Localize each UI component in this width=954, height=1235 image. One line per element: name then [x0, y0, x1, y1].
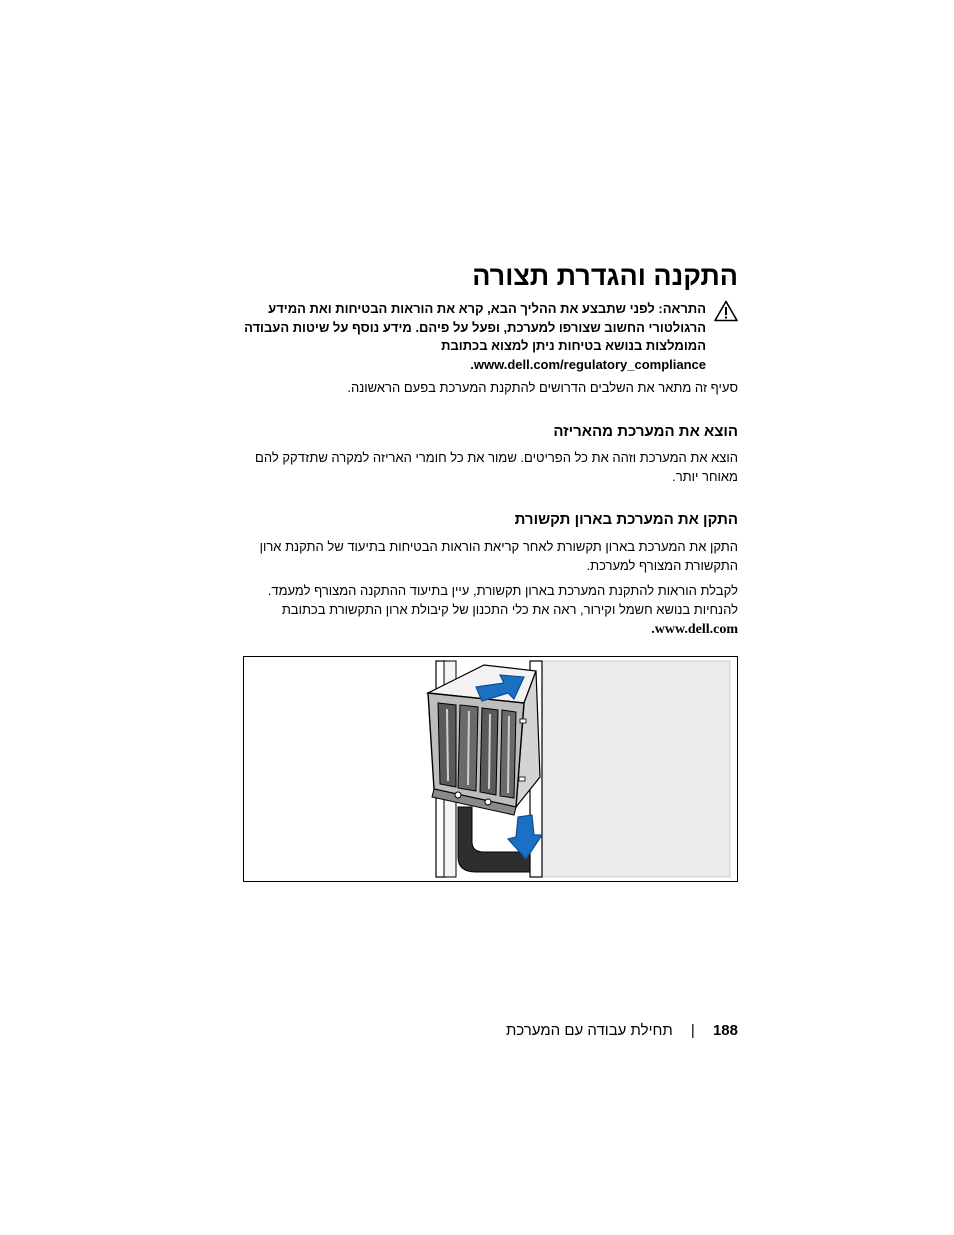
rack-installation-illustration	[244, 657, 737, 881]
dell-url-link[interactable]: www.dell.com.	[651, 622, 738, 637]
rack-side-panel	[540, 661, 730, 877]
intro-paragraph: סעיף זה מתאר את השלבים הדרושים להתקנת המערכת בפעם הראשונה.	[347, 380, 738, 395]
caution-url-link[interactable]: www.dell.com/regulatory_compliance.	[470, 356, 706, 372]
page-number: 188	[712, 1022, 738, 1039]
page-footer	[244, 1021, 738, 1041]
footer-separator: |	[690, 1022, 695, 1039]
rack-paragraph-2	[244, 581, 738, 639]
front-screw-left	[455, 792, 461, 798]
caution-body: התראה: לפני שתבצע את ההליך הבא, קרא את הוראות הבטיחות ואת המידע הרגולטורי החשוב שצורפו למערכת, ופעל על פיהם. מידע נוסף על שיטות העבודה המומלצות בנושא בטיחות ניתן למצוא בכתובת	[244, 301, 706, 353]
rack-paragraph-1: התקן את המערכת בארון תקשורת לאחר קריאת הוראות הבטיחות בתיעוד של התקנת ארון התקשורת המצורף למערכת.	[259, 539, 738, 573]
caution-notice	[244, 300, 738, 376]
warning-triangle-icon	[714, 300, 738, 322]
chapter-title: תחילת עבודה עם המערכת	[505, 1022, 673, 1039]
front-screw-right	[485, 799, 491, 805]
section-heading-unpack: הוצא את המערכת מהאריזה	[553, 423, 738, 440]
caution-text	[244, 300, 706, 374]
page-title: התקנה והגדרת תצורה	[472, 261, 738, 291]
section-heading-rack: התקן את המערכת בארון תקשורת	[514, 511, 738, 528]
rack-installation-figure	[243, 656, 738, 882]
rack-paragraph-2-text: לקבלת הוראות להתקנת המערכת בארון תקשורת, עיין בתיעוד ההתקנה המצורף למעמד. להנחיות בנושא חשמל וקירור, ראה את כלי התכנון של קיבולת ארון התקשורת בכתובת	[267, 583, 738, 617]
unpack-paragraph: הוצא את המערכת וזהה את כל הפריטים. שמור את כל חומרי האריזה למקרה שתזדקק להם מאוחר יותר.	[255, 450, 738, 484]
